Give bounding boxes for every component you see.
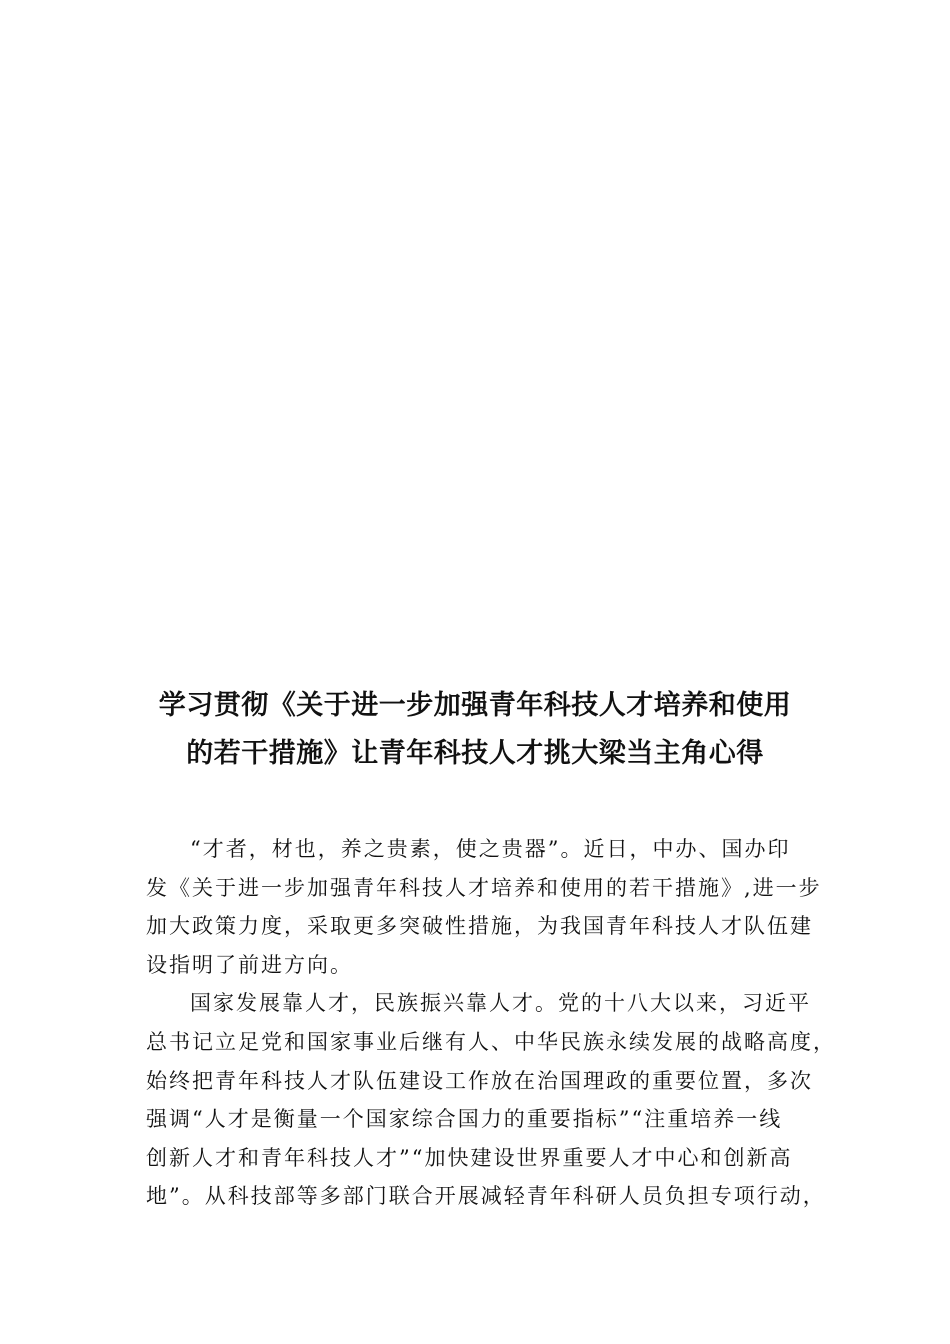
paragraph-2 <box>146 984 836 1216</box>
title-line-1: 学习贯彻《关于进一步加强青年科技人才培养和使用 <box>158 690 792 721</box>
document-title <box>130 682 820 778</box>
paragraph-line: 强调“人才是衡量一个国家综合国力的重要指标”“注重培养一线 <box>146 1107 783 1132</box>
paragraph-1 <box>146 830 822 984</box>
paragraph-line: 地”。从科技部等多部门联合开展减轻青年科研人员负担专项行动， <box>146 1184 826 1209</box>
paragraph-line: 始终把青年科技人才队伍建设工作放在治国理政的重要位置，多次 <box>146 1068 813 1093</box>
paragraph-line: 发《关于进一步加强青年科技人才培养和使用的若干措施》,进一步 <box>146 875 822 900</box>
paragraph-line: “才者，材也，养之贵素，使之贵器”。近日，中办、国办印 <box>190 837 791 861</box>
title-line-2: 的若干措施》让青年科技人才挑大梁当主角心得 <box>186 738 764 769</box>
paragraph-line: 总书记立足党和国家事业后继有人、中华民族永续发展的战略高度， <box>146 1029 836 1054</box>
paragraph-line: 创新人才和青年科技人才”“加快建设世界重要人才中心和创新高 <box>146 1145 793 1170</box>
paragraph-line: 国家发展靠人才，民族振兴靠人才。党的十八大以来，习近平 <box>190 991 811 1016</box>
paragraph-line: 加大政策力度，采取更多突破性措施，为我国青年科技人才队伍建 <box>146 914 813 939</box>
paragraph-line: 设指明了前进方向。 <box>146 952 353 977</box>
document-body <box>146 830 836 1216</box>
